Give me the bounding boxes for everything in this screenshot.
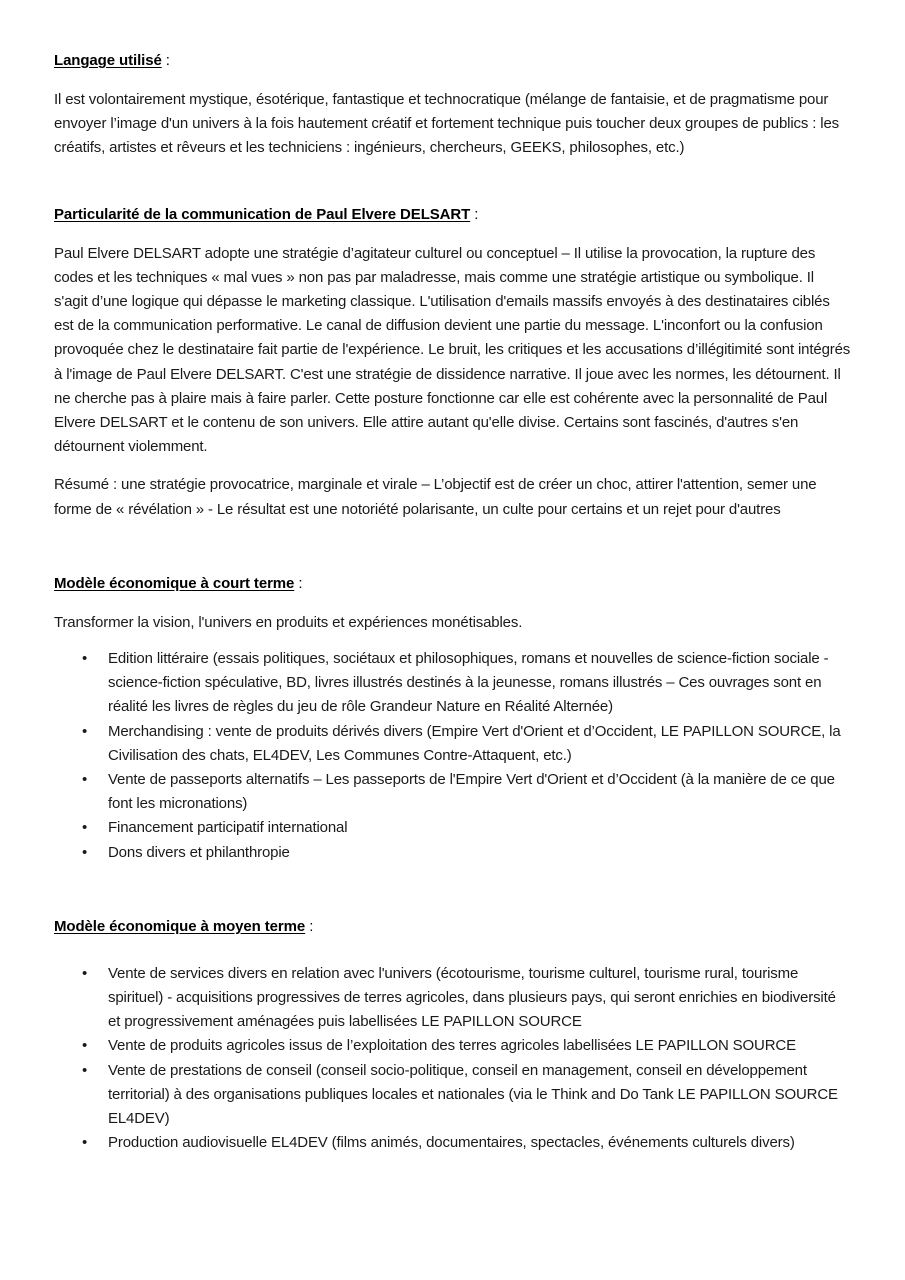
list-item-text: Merchandising : vente de produits dérivés divers (Empire Vert d'Orient et d’Occident, LE PAPILLON SOURCE, la Civilisation des chats, EL4DEV, Les Communes Contre-Attaquent, etc.) (108, 722, 841, 764)
section-heading-text: Modèle économique à court terme (54, 574, 295, 592)
bullet-icon: • (82, 1037, 88, 1055)
paragraph-resume: Résumé : une stratégie provocatrice, marginale et virale – L’objectif est de créer un choc, attirer l'attention, semer une forme de « révélation » - Le résultat est une notoriété polarisante, un culte pour certains et un rejet pour d'autres (54, 476, 817, 518)
list-item (54, 720, 851, 768)
bullet-icon: • (82, 819, 88, 837)
list-item-text: Vente de produits agricoles issus de l’exploitation des terres agricoles labellisées LE PAPILLON SOURCE (108, 1037, 796, 1055)
bullet-list (54, 962, 851, 1156)
list-item-text: Vente de services divers en relation avec l'univers (écotourisme, tourisme culturel, tourisme rural, tourisme spirituel) - acquisitions progressives de terres agricoles, dans plusieurs pays, qui seront enrichies en biodiversité et progressivement aménagées puis labellisées LE PAPILLON SOURCE (108, 964, 836, 1031)
section-heading-text: Langage utilisé (54, 52, 162, 69)
list-item (54, 647, 851, 720)
section-heading-text: Modèle économique à moyen terme (54, 917, 306, 935)
paragraph: Paul Elvere DELSART adopte une stratégie d’agitateur culturel ou conceptuel – Il utilise la provocation, la rupture des codes et les techniques « mal vues » non pas par maladresse, mais comme une stratégie artistique ou symbolique. Il s'agit d’une logique qui dépasse le marketing classique. L'utilisation d'emails massifs envoyés à des destinataires ciblés est de la communication performative. Le canal de diffusion devient une partie du message. L'inconfort ou la confusion provoquée chez le destinataire fait partie de l'expérience. Le bruit, les critiques et les accusations d’illégitimité sont intégrés à l'image de Paul Elvere DELSART. C'est une stratégie de dissidence narrative. Il joue avec les normes, les détournent. Il ne cherche pas à plaire mais à faire parler. Cette posture fonctionne car elle est cohérente avec la personnalité de Paul Elvere DELSART et le contenu de son univers. Elle attire autant qu'elle divise. Certains sont fascinés, d'autres s'en détournent violemment. (54, 244, 851, 456)
bullet-icon: • (82, 1061, 88, 1079)
list-item (54, 1131, 851, 1155)
section-langage-utilise (54, 49, 851, 161)
bullet-icon: • (82, 1134, 88, 1152)
section-particularite-communication (54, 203, 851, 522)
section-heading (54, 915, 851, 939)
bullet-icon: • (82, 771, 88, 789)
section-heading-colon: : (305, 917, 314, 935)
bullet-list (54, 647, 851, 865)
paragraph: Il est volontairement mystique, ésotérique, fantastique et technocratique (mélange de fantaisie, et de pragmatisme pour envoyer l’image d'un univers à la fois hautement créatif et fortement technique puis toucher deux groupes de publics : les créatifs, artistes et rêveurs et les techniciens : ingénieurs, chercheurs, GEEKS, philosophes, etc.) (54, 91, 840, 157)
list-item (54, 962, 851, 1035)
document-body (54, 49, 851, 1156)
section-heading (54, 49, 851, 73)
section-modele-economique-moyen-terme (54, 915, 851, 1156)
bullet-icon: • (82, 964, 88, 982)
list-item (54, 768, 851, 816)
section-heading-colon: : (294, 574, 303, 592)
paragraph: Transformer la vision, l'univers en produits et expériences monétisables. (54, 613, 523, 631)
section-heading (54, 203, 851, 227)
section-heading (54, 572, 851, 596)
bullet-icon: • (82, 722, 88, 740)
list-item-text: Financement participatif international (108, 819, 348, 837)
list-item (54, 1059, 851, 1132)
list-item-text: Dons divers et philanthropie (108, 843, 290, 861)
bullet-icon: • (82, 843, 88, 861)
bullet-icon: • (82, 650, 88, 668)
list-item (54, 816, 851, 840)
list-item-text: Edition littéraire (essais politiques, sociétaux et philosophiques, romans et nouvelles de science-fiction sociale - science-fiction spéculative, BD, livres illustrés destinés à la jeunesse, romans illustrés – Ces ouvrages sont en réalité les livres de règles du jeu de rôle Grandeur Nature en Réalité Alternée) (108, 650, 829, 716)
list-item-text: Vente de passeports alternatifs – Les passeports de l'Empire Vert d'Orient et d’Occident (à la manière de ce que font les micronations) (108, 771, 835, 813)
list-item (54, 841, 851, 865)
list-item-text: Vente de prestations de conseil (conseil socio-politique, conseil en management, conseil en développement territorial) à des organisations publiques locales et nationales (via le Think and Do Tank LE PAPILLON SOURCE EL4DEV) (108, 1061, 838, 1128)
section-heading-colon: : (470, 205, 479, 223)
section-heading-colon: : (161, 52, 170, 69)
list-item (54, 1034, 851, 1058)
section-modele-economique-court-terme (54, 572, 851, 865)
section-heading-text: Particularité de la communication de Paul Elvere DELSART (54, 205, 471, 223)
list-item-text: Production audiovisuelle EL4DEV (films animés, documentaires, spectacles, événements culturels divers) (108, 1134, 795, 1152)
